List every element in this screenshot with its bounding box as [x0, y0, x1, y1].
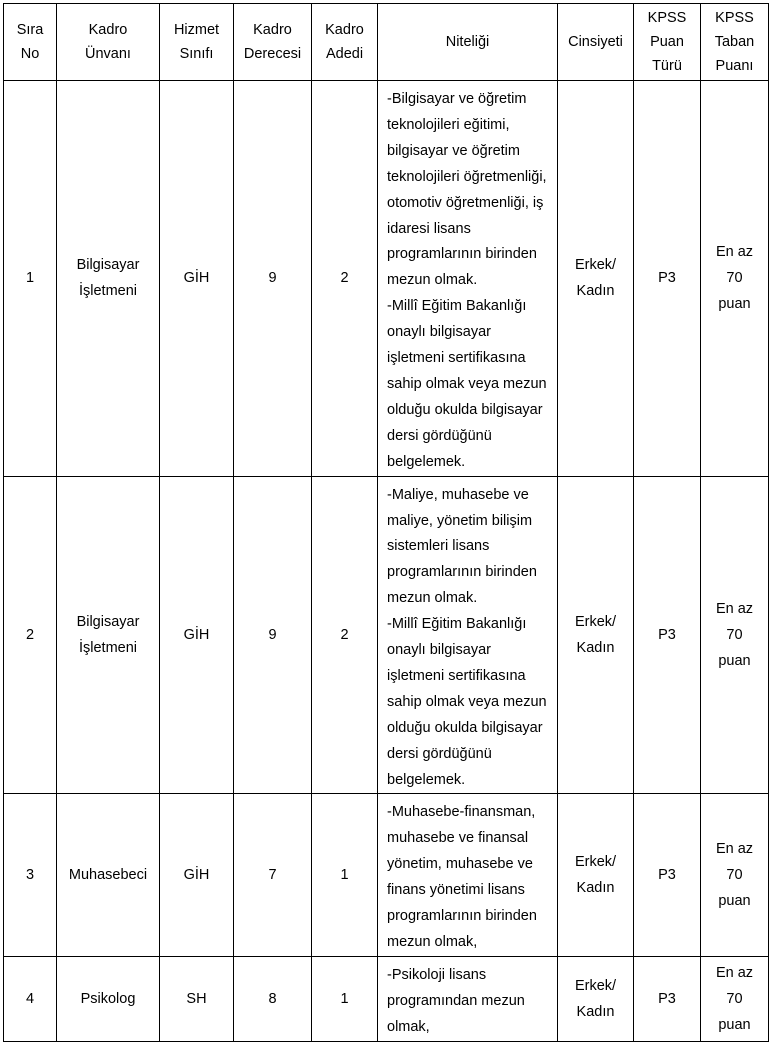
cell-sira-no: 4: [4, 956, 57, 1041]
cell-sira-no: 1: [4, 81, 57, 477]
cell-kpss-puan-turu: P3: [634, 956, 701, 1041]
positions-table: [3, 3, 769, 1042]
cell-cinsiyeti: Erkek/ Kadın: [558, 476, 634, 794]
header-kadro-derecesi: Kadro Derecesi: [234, 4, 312, 81]
cell-niteligi: -Bilgisayar ve öğretim teknolojileri eğitimi, bilgisayar ve öğretim teknolojileri öğretmenliği, otomotiv öğretmenliği, iş idaresi lisans programlarının birinden mezun olmak. -Millî Eğitim Bakanlığı onaylı bilgisayar işletmeni sertifikasına sahip olmak veya mezun olduğu okulda bilgisayar dersi gördüğünü belgelemek.: [378, 81, 558, 477]
cell-kadro-derecesi: 8: [234, 956, 312, 1041]
header-niteligi: Niteliği: [378, 4, 558, 81]
table-row: [4, 81, 769, 477]
cell-sira-no: 3: [4, 794, 57, 956]
cell-kadro-unvani: Bilgisayar İşletmeni: [57, 81, 160, 477]
cell-kadro-adedi: 2: [312, 81, 378, 477]
cell-kpss-puan-turu: P3: [634, 794, 701, 956]
cell-kadro-adedi: 1: [312, 794, 378, 956]
cell-niteligi: -Maliye, muhasebe ve maliye, yönetim bilişim sistemleri lisans programlarının birinden mezun olmak. -Millî Eğitim Bakanlığı onaylı bilgisayar işletmeni sertifikasına sahip olmak veya mezun olduğu okulda bilgisayar dersi gördüğünü belgelemek.: [378, 476, 558, 794]
cell-kpss-taban-puani: En az 70 puan: [701, 956, 769, 1041]
cell-kpss-taban-puani: En az 70 puan: [701, 794, 769, 956]
cell-sira-no: 2: [4, 476, 57, 794]
cell-kadro-adedi: 2: [312, 476, 378, 794]
cell-kadro-unvani: Psikolog: [57, 956, 160, 1041]
cell-kadro-derecesi: 9: [234, 81, 312, 477]
cell-cinsiyeti: Erkek/ Kadın: [558, 81, 634, 477]
header-kpss-taban-puani: KPSS Taban Puanı: [701, 4, 769, 81]
cell-kadro-derecesi: 7: [234, 794, 312, 956]
cell-cinsiyeti: Erkek/ Kadın: [558, 794, 634, 956]
cell-hizmet-sinifi: GİH: [160, 81, 234, 477]
cell-cinsiyeti: Erkek/ Kadın: [558, 956, 634, 1041]
header-kadro-unvani: Kadro Ünvanı: [57, 4, 160, 81]
cell-kpss-puan-turu: P3: [634, 81, 701, 477]
header-sira-no: Sıra No: [4, 4, 57, 81]
header-hizmet-sinifi: Hizmet Sınıfı: [160, 4, 234, 81]
header-cinsiyeti: Cinsiyeti: [558, 4, 634, 81]
header-kpss-puan-turu: KPSS Puan Türü: [634, 4, 701, 81]
cell-hizmet-sinifi: SH: [160, 956, 234, 1041]
table-row: [4, 476, 769, 794]
cell-hizmet-sinifi: GİH: [160, 476, 234, 794]
cell-kpss-puan-turu: P3: [634, 476, 701, 794]
cell-kadro-unvani: Bilgisayar İşletmeni: [57, 476, 160, 794]
cell-hizmet-sinifi: GİH: [160, 794, 234, 956]
table-row: [4, 794, 769, 956]
header-row: [4, 4, 769, 81]
header-kadro-adedi: Kadro Adedi: [312, 4, 378, 81]
cell-niteligi: -Muhasebe-finansman, muhasebe ve finansal yönetim, muhasebe ve finans yönetimi lisans programlarının birinden mezun olmak,: [378, 794, 558, 956]
cell-kadro-unvani: Muhasebeci: [57, 794, 160, 956]
cell-kpss-taban-puani: En az 70 puan: [701, 476, 769, 794]
cell-kpss-taban-puani: En az 70 puan: [701, 81, 769, 477]
cell-kadro-derecesi: 9: [234, 476, 312, 794]
cell-kadro-adedi: 1: [312, 956, 378, 1041]
cell-niteligi: -Psikoloji lisans programından mezun olmak,: [378, 956, 558, 1041]
table-row: [4, 956, 769, 1041]
